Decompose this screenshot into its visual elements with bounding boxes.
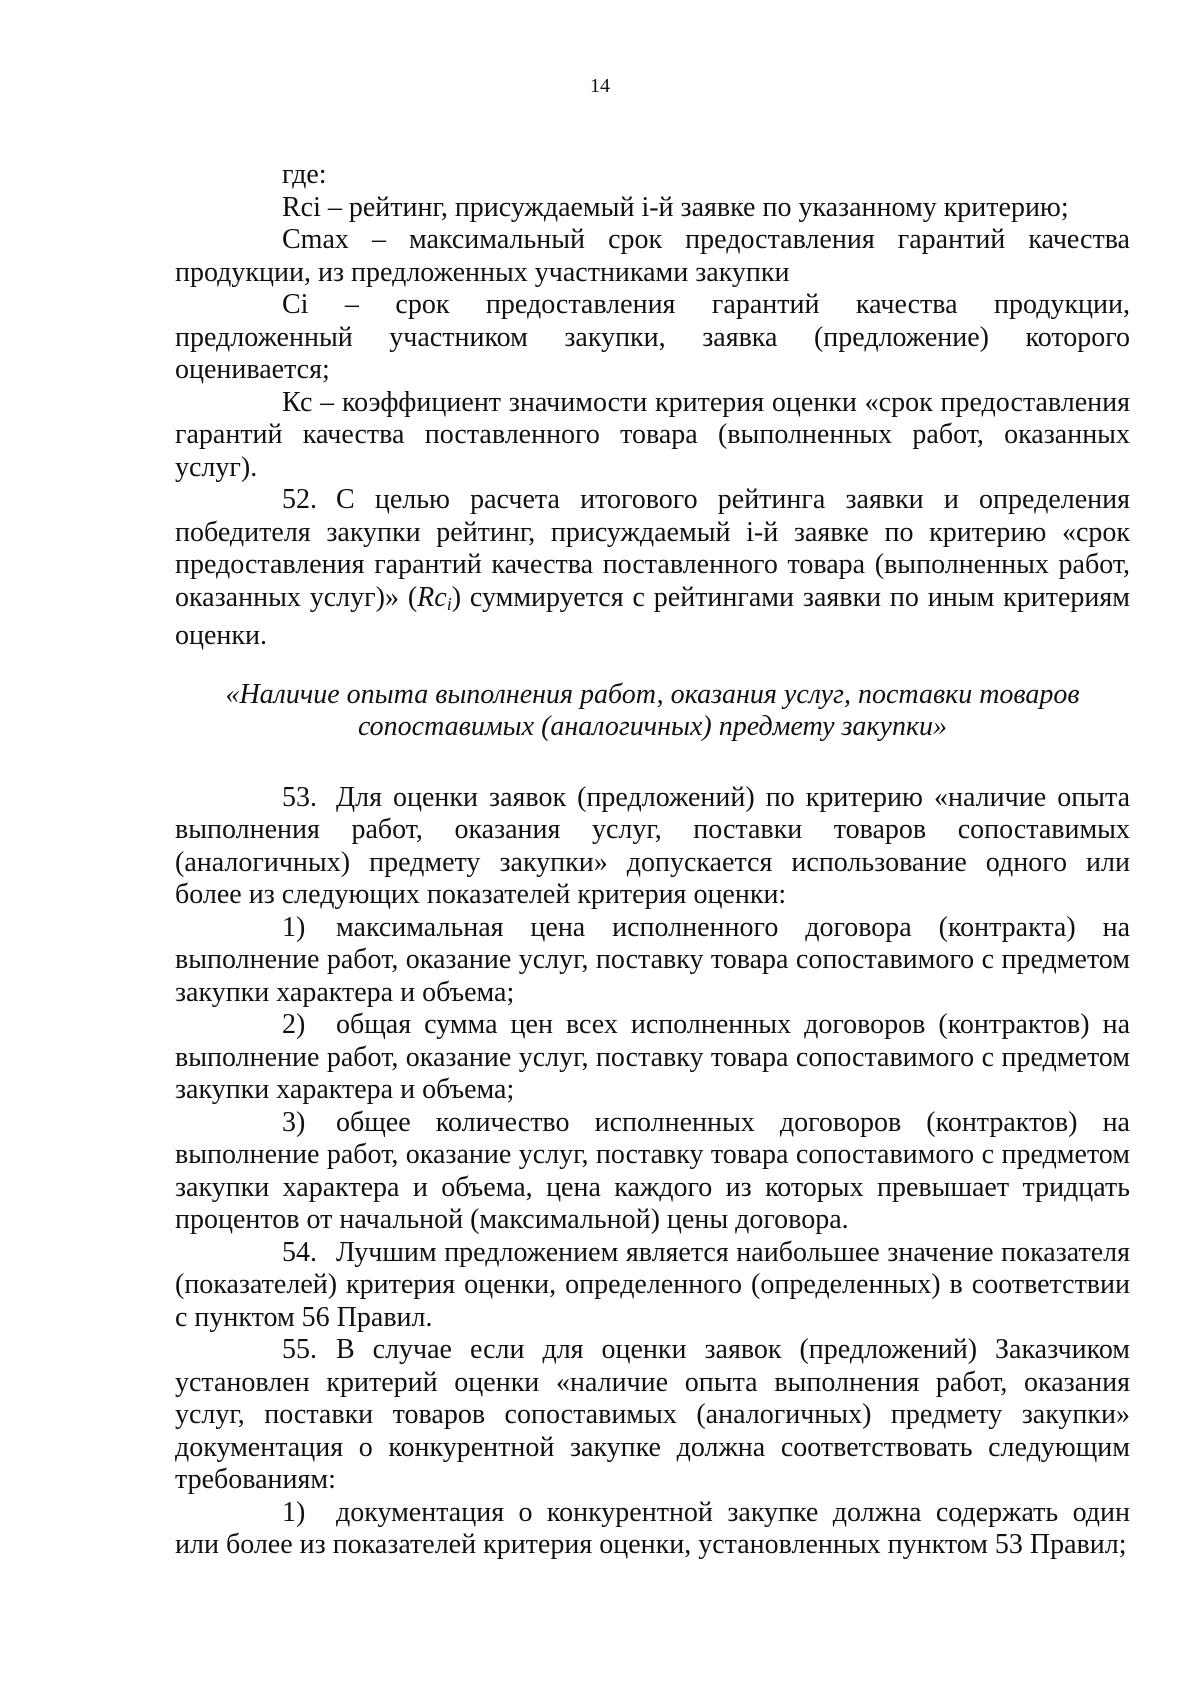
paragraph-cmax-definition: Cmax – максимальный срок предоставления гарантий качества продукции, из предложенных участниками закупки <box>175 224 1130 288</box>
item-number: 54. <box>282 1236 317 1268</box>
item-text: максимальная цена исполненного договора (контракта) на выполнение работ, оказание услуг, поставку товара сопоставимого с предметом закупки характера и объема; <box>175 911 1130 1008</box>
item-text: общая сумма цен всех исполненных договоров (контрактов) на выполнение работ, оказание услуг, поставку товара сопоставимого с предметом закупки характера и объема; <box>175 1009 1130 1105</box>
paragraph-where: где: <box>282 159 327 190</box>
paragraph-item-53 <box>175 782 1130 912</box>
paragraph-item-55-1 <box>175 1497 1130 1562</box>
item-number: 52. <box>282 484 317 515</box>
item-52-text-after: ) суммируется с рейтингами заявки по иным критериям оценки. <box>175 581 1130 651</box>
item-number: 1) <box>282 1496 306 1528</box>
rating-symbol-subscript: i <box>446 593 452 614</box>
paragraph-rci-definition: Rci – рейтинг, присуждаемый i-й заявке по указанному критерию; <box>282 191 1069 223</box>
paragraph-item-52 <box>175 484 1130 653</box>
item-text: Для оценки заявок (предложений) по критерию «наличие опыта выполнения работ, оказания услуг, поставки товаров сопоставимых (аналогичных) предмету закупки» допускается использование одного или более из следующих показателей критерия оценки: <box>175 781 1130 910</box>
item-number: 55. <box>282 1334 317 1365</box>
paragraph-item-53-3 <box>175 1107 1130 1237</box>
item-text: документация о конкурентной закупке должна содержать один или более из показателей критерия оценки, установленных пунктом 53 Правил; <box>175 1496 1130 1560</box>
paragraph-item-55 <box>175 1334 1130 1497</box>
paragraph-item-54 <box>175 1237 1130 1335</box>
document-body <box>175 159 1130 1562</box>
paragraph-ci-definition: Ci – срок предоставления гарантий качества продукции, предложенный участником закупки, заявка (предложение) которого оценивается; <box>175 289 1130 385</box>
paragraph-item-53-1 <box>175 912 1130 1010</box>
paragraph-item-53-2 <box>175 1009 1130 1107</box>
page-number: 14 <box>590 75 610 97</box>
item-text: В случае если для оценки заявок (предложений) Заказчиком установлен критерий оценки «наличие опыта выполнения работ, оказания услуг, поставки товаров сопоставимых (аналогичных) предмету закупки» документация о конкурентной закупке должна соответствовать следующим требованиям: <box>175 1334 1130 1495</box>
item-text: общее количество исполненных договоров (контрактов) на выполнение работ, оказание услуг, поставку товара сопоставимого с предметом закупки характера и объема, цена каждого из которых превышает тридцать процентов от начальной (максимальной) цены договора. <box>175 1106 1130 1235</box>
item-number: 53. <box>282 781 317 813</box>
paragraph-kc-definition: Кс – коэффициент значимости критерия оценки «срок предоставления гарантий качества поставленного товара (выполненных работ, оказанных услуг). <box>175 386 1130 483</box>
section-heading-line-2: сопоставимых (аналогичных) предмету закупки» <box>357 711 948 742</box>
item-text: Лучшим предложением является наибольшее значение показателя (показателей) критерия оценки, определенного (определенных) в соответствии с пунктом 56 Правил. <box>175 1236 1130 1333</box>
item-number: 3) <box>282 1106 306 1138</box>
item-52-text-before: С целью расчета итогового рейтинга заявки и определения победителя закупки рейтинг, присуждаемый i-й заявке по критерию «срок предоставления гарантий качества поставленного товара (выполненных работ, оказанных услуг)» ( <box>175 484 1130 613</box>
section-heading <box>175 679 1130 744</box>
item-number: 2) <box>282 1009 306 1040</box>
rating-symbol: Rc <box>417 581 447 613</box>
section-heading-line-1: «Наличие опыта выполнения работ, оказания услуг, поставки товаров <box>225 678 1080 710</box>
item-number: 1) <box>282 911 306 943</box>
